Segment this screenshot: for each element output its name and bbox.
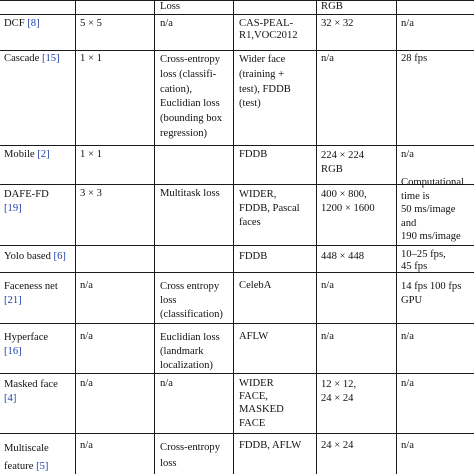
loss-cell: Cross-entropy loss [160,442,221,469]
column-divider [154,0,155,474]
citation-link[interactable]: [16] [4,346,22,357]
kernel-cell: n/a [80,378,93,389]
column-divider [396,0,397,474]
speed-cell: 28 fps [401,53,428,64]
loss-cell: n/a [160,18,173,29]
speed-cell: n/a [401,440,414,451]
row-divider [0,145,474,146]
column-divider [233,0,234,474]
kernel-cell: 1 × 1 [80,53,102,64]
method-cell: DAFE-FD [19] [4,189,49,214]
citation-link[interactable]: [15] [41,53,60,64]
row-divider [0,14,474,15]
row-divider [0,323,474,324]
speed-cell: 10–25 fps, 45 fps [401,249,446,272]
input-cell: 12 × 12, 24 × 24 [321,379,357,404]
row-divider [0,245,474,246]
row-divider [0,0,474,1]
dataset-cell: CAS-PEAL- R1,VOC2012 [239,18,298,42]
header-loss: Loss [160,1,181,12]
method-cell: Masked face [4] [4,379,58,404]
citation-link[interactable]: [4] [4,393,17,404]
speed-cell: n/a [401,149,414,160]
citation-link[interactable]: [19] [4,203,22,214]
citation-link[interactable]: [2] [37,149,50,160]
input-cell: n/a [321,53,334,64]
input-cell: 224 × 224 RGB [321,150,365,175]
loss-cell: Cross entropy loss (classification) [160,281,223,320]
citation-link[interactable]: [6] [53,251,66,262]
dataset-cell: WIDER, FDDB, Pascal faces [239,189,300,228]
method-cell: Mobile [2] [4,149,50,160]
method-cell: Cascade [15] [4,53,60,64]
dataset-cell: FDDB, AFLW [239,440,302,451]
dataset-cell: AFLW [239,331,269,342]
loss-cell: Cross-entropy loss (classifi- cation), Euclidian loss (bounding box regression) [160,54,223,139]
kernel-cell: 5 × 5 [80,18,102,29]
dataset-cell: FDDB [239,149,268,160]
row-divider [0,433,474,434]
speed-cell: n/a [401,331,414,342]
kernel-cell: 3 × 3 [80,188,102,199]
column-divider [316,0,317,474]
method-cell: Faceness net [21] [4,281,58,306]
row-divider [0,50,474,51]
kernel-cell: 1 × 1 [80,149,102,160]
kernel-cell: n/a [80,331,93,342]
loss-cell: n/a [160,378,173,389]
method-cell: DCF [8] [4,18,40,29]
dataset-cell: FDDB [239,251,268,262]
row-divider [0,373,474,374]
speed-cell: n/a [401,378,414,389]
speed-cell: Computational time is 50 ms/image and 190 ms/image [401,177,464,243]
citation-link[interactable]: [21] [4,295,22,306]
method-cell: Multiscale feature [5] [4,443,49,472]
header-color: RGB [321,1,343,12]
loss-cell: Euclidian loss (landmark localization) [160,332,220,371]
loss-cell: Multitask loss [160,188,220,199]
citation-link[interactable]: [5] [36,461,49,472]
input-cell: 32 × 32 [321,18,354,29]
input-cell: 400 × 800, 1200 × 1600 [321,189,375,214]
kernel-cell: n/a [80,440,93,451]
citation-link[interactable]: [8] [27,18,40,29]
dataset-cell: WIDER FACE, MASKED FACE [239,378,284,429]
dataset-cell: Wider face (training + test), FDDB (test) [239,54,291,110]
input-cell: n/a [321,331,334,342]
kernel-cell: n/a [80,280,93,291]
method-cell: Yolo based [6] [4,251,66,262]
input-cell: 448 × 448 [321,251,365,262]
speed-cell: n/a [401,18,414,29]
column-divider [75,0,76,474]
input-cell: n/a [321,280,334,291]
method-cell: Hyperface [16] [4,332,49,357]
input-cell: 24 × 24 [321,440,354,451]
speed-cell: 14 fps 100 fps GPU [401,281,462,306]
dataset-cell: CelebA [239,280,272,291]
